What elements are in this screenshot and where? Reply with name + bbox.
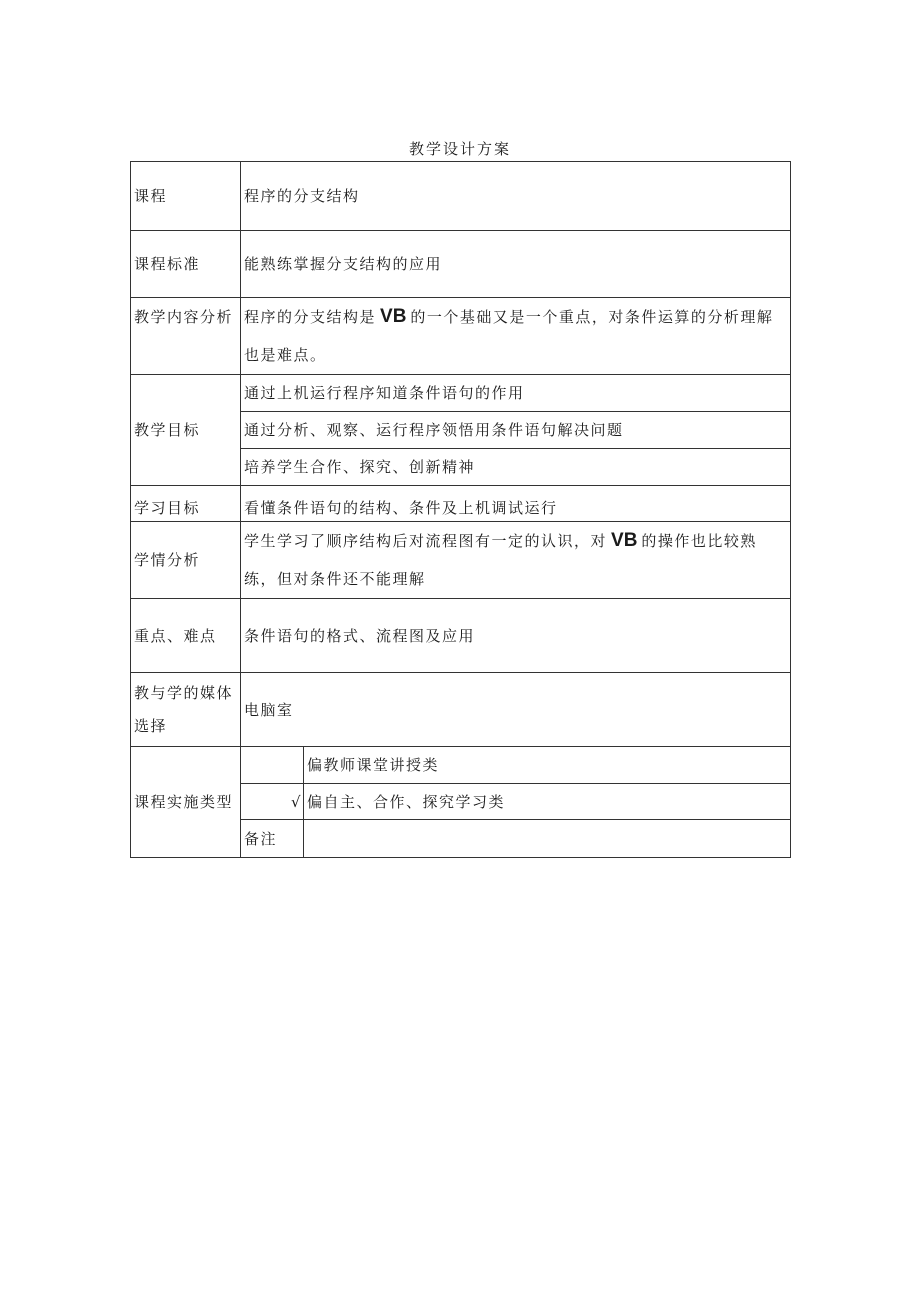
learner-label: 学情分析 <box>131 522 241 599</box>
lesson-plan-table <box>130 161 791 858</box>
row-key-points <box>131 599 791 673</box>
standard-value: 能熟练掌握分支结构的应用 <box>241 231 791 298</box>
learner-value <box>241 522 791 599</box>
note-label: 备注 <box>241 820 304 858</box>
content-vb: VB <box>380 306 407 327</box>
impl-option-text: 偏自主、合作、探究学习类 <box>304 784 791 820</box>
impl-option-mark: √ <box>241 784 304 820</box>
media-label: 教与学的媒体选择 <box>131 673 241 747</box>
course-label: 课程 <box>131 162 241 231</box>
key-value: 条件语句的格式、流程图及应用 <box>241 599 791 673</box>
goal-item: 培养学生合作、探究、创新精神 <box>241 449 791 486</box>
media-value: 电脑室 <box>241 673 791 747</box>
learning-goal-value: 看懂条件语句的结构、条件及上机调试运行 <box>241 486 791 522</box>
impl-label: 课程实施类型 <box>131 747 241 858</box>
impl-option-text: 偏教师课堂讲授类 <box>304 747 791 784</box>
document-title: 教学设计方案 <box>408 140 511 158</box>
row-learning-goal <box>131 486 791 522</box>
goal-item: 通过分析、观察、运行程序领悟用条件语句解决问题 <box>241 412 791 449</box>
learning-goal-label: 学习目标 <box>131 486 241 522</box>
standard-label: 课程标准 <box>131 231 241 298</box>
content-text-b: 的一个基础又是一个重点，对条件运算的分析理解也是难点。 <box>244 308 774 364</box>
content-text-a: 程序的分支结构是 <box>244 308 377 326</box>
note-value <box>304 820 791 858</box>
row-course <box>131 162 791 231</box>
course-value: 程序的分支结构 <box>241 162 791 231</box>
key-label: 重点、难点 <box>131 599 241 673</box>
impl-option-mark <box>241 747 304 784</box>
content-value <box>241 298 791 375</box>
row-goal-1 <box>131 375 791 412</box>
goal-item: 通过上机运行程序知道条件语句的作用 <box>241 375 791 412</box>
learner-text-b: 的操作也比较熟练，但对条件还不能理解 <box>244 532 757 588</box>
learner-text-a: 学生学习了顺序结构后对流程图有一定的认识，对 <box>244 532 608 550</box>
row-media <box>131 673 791 747</box>
row-standard <box>131 231 791 298</box>
content-label: 教学内容分析 <box>131 298 241 375</box>
row-impl-option-1 <box>131 747 791 784</box>
learner-vb: VB <box>611 530 638 551</box>
row-learner-analysis <box>131 522 791 599</box>
goals-label: 教学目标 <box>131 375 241 486</box>
row-content-analysis <box>131 298 791 375</box>
